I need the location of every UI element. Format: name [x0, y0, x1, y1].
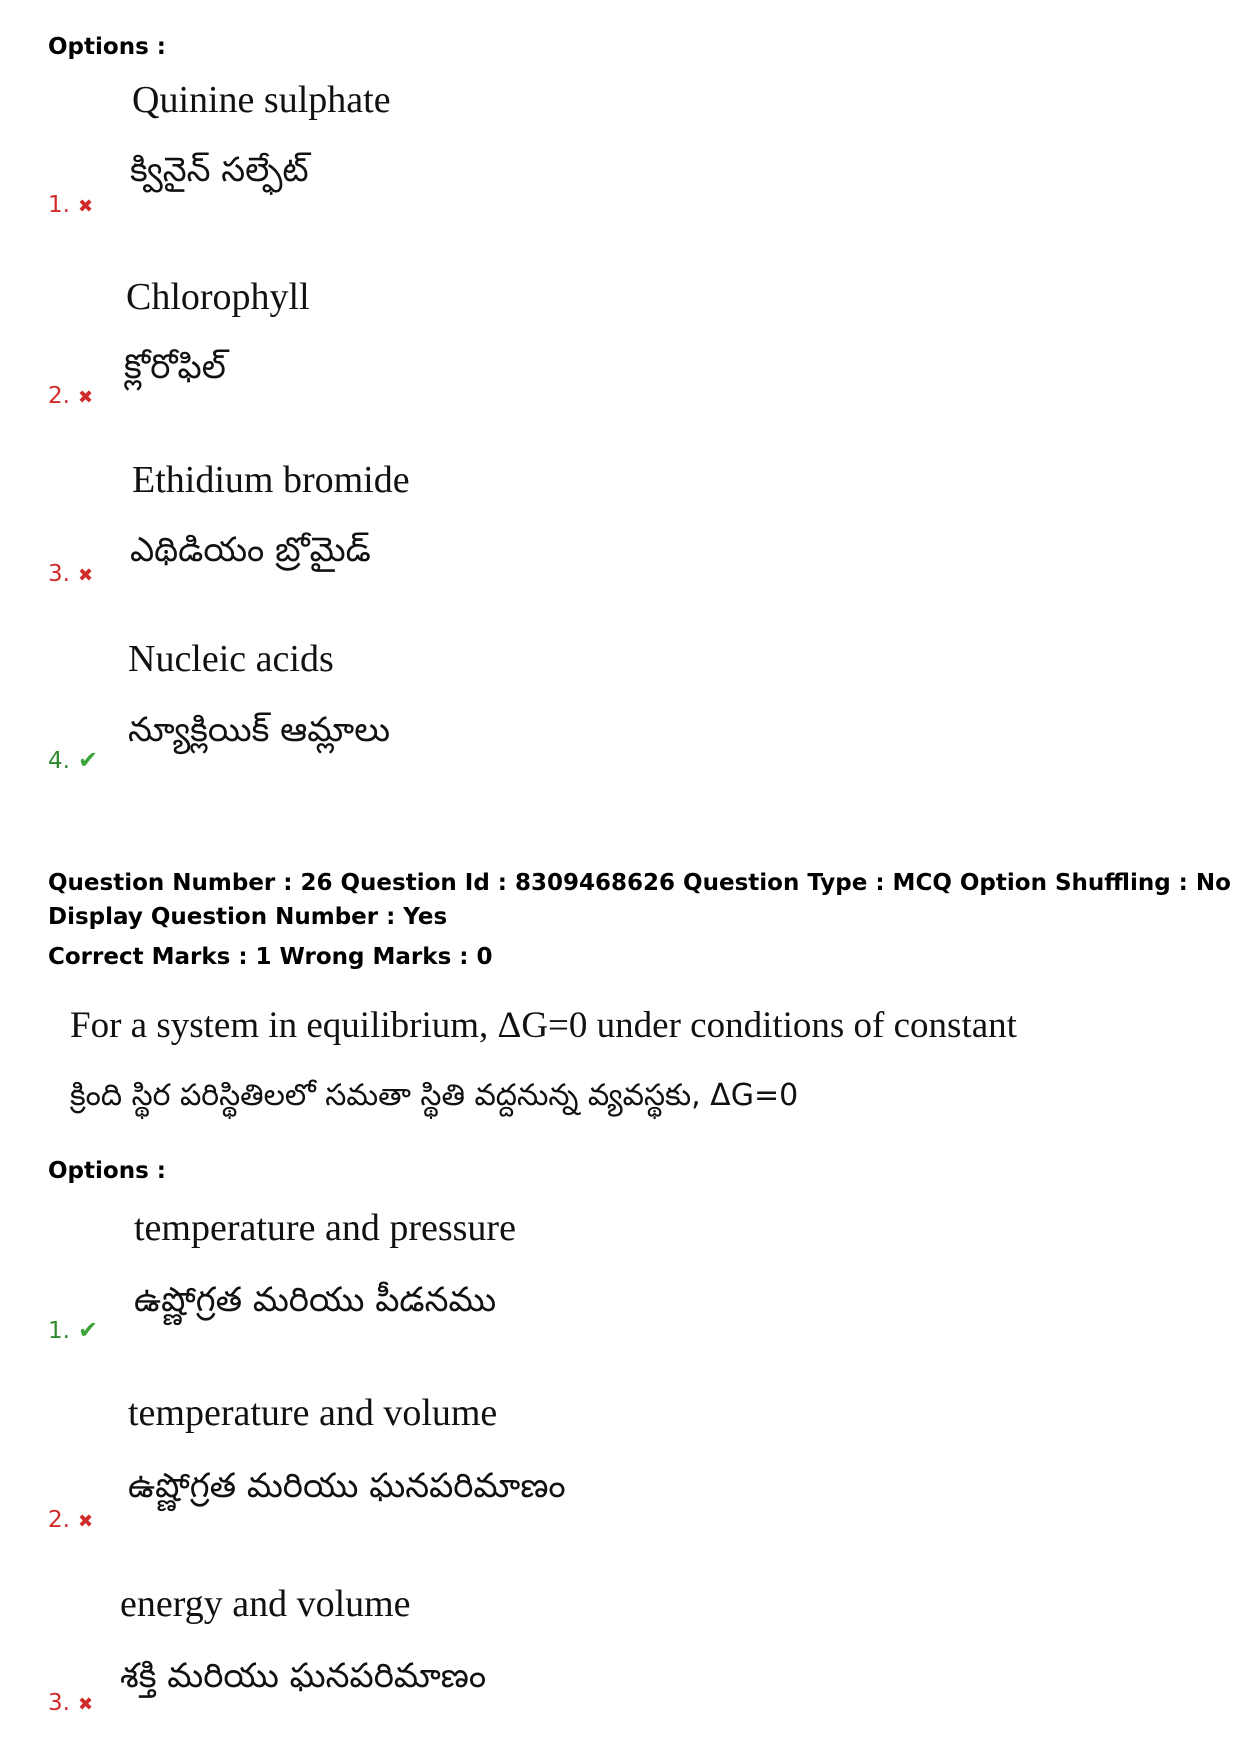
option-english: Quinine sulphate: [132, 79, 391, 121]
option-telugu: ఉష్ణోగ్రత మరియు ఘనపరిమాణం: [128, 1466, 566, 1506]
question-text-telugu: క్రింది స్థిర పరిస్థితిలలో సమతా స్థితి వద్దనున్న వ్యవస్థకు, ΔG=0: [70, 1078, 799, 1113]
option-telugu: న్యూక్లియిక్ ఆమ్లాలు: [128, 710, 391, 750]
option-telugu: క్లోరోఫిల్: [124, 347, 226, 387]
option-number-text: 4.: [48, 748, 70, 774]
option-telugu: ఎథిడియం బ్రోమైడ్: [130, 530, 371, 570]
option-number: [48, 1316, 98, 1344]
option-number-text: 3.: [48, 1690, 70, 1716]
question-meta-line2: Display Question Number : Yes: [48, 904, 448, 930]
option-number-text: 3.: [48, 561, 70, 587]
option-telugu: శక్తి మరియు ఘనపరిమాణం: [120, 1656, 487, 1696]
cross-icon: ✖: [77, 565, 94, 586]
cross-icon: ✖: [77, 196, 94, 217]
option-telugu: ఉష్ణోగ్రత మరియు పీడనము: [134, 1280, 497, 1320]
option-number-text: 2.: [48, 383, 70, 409]
option-number: [48, 383, 93, 409]
option-number-text: 1.: [48, 192, 70, 218]
option-english: Ethidium bromide: [132, 459, 410, 501]
option-english: Nucleic acids: [128, 638, 334, 680]
option-number-text: 2.: [48, 1507, 70, 1533]
checkmark-icon: ✔: [77, 1316, 99, 1344]
option-english: temperature and volume: [128, 1392, 498, 1434]
option-english: temperature and pressure: [134, 1207, 516, 1249]
question-meta-line1: Question Number : 26 Question Id : 8309468626 Question Type : MCQ Option Shuffling : No: [48, 870, 1231, 896]
option-telugu: క్వినైన్ సల్ఫేట్: [130, 150, 309, 190]
option-number: [48, 1690, 93, 1716]
option-number-text: 1.: [48, 1318, 70, 1344]
cross-icon: ✖: [77, 1511, 94, 1532]
option-number: [48, 192, 93, 218]
checkmark-icon: ✔: [77, 746, 99, 774]
question-text-english: For a system in equilibrium, ΔG=0 under conditions of constant: [70, 1005, 1017, 1046]
options-label: Options :: [48, 1158, 166, 1184]
option-number: [48, 561, 93, 587]
option-english: energy and volume: [120, 1583, 411, 1625]
option-english: Chlorophyll: [126, 276, 310, 318]
cross-icon: ✖: [77, 387, 94, 408]
option-number: [48, 1507, 93, 1533]
question-meta-line3: Correct Marks : 1 Wrong Marks : 0: [48, 944, 493, 970]
cross-icon: ✖: [77, 1694, 94, 1715]
option-number: [48, 746, 98, 774]
options-label: Options :: [48, 34, 166, 60]
